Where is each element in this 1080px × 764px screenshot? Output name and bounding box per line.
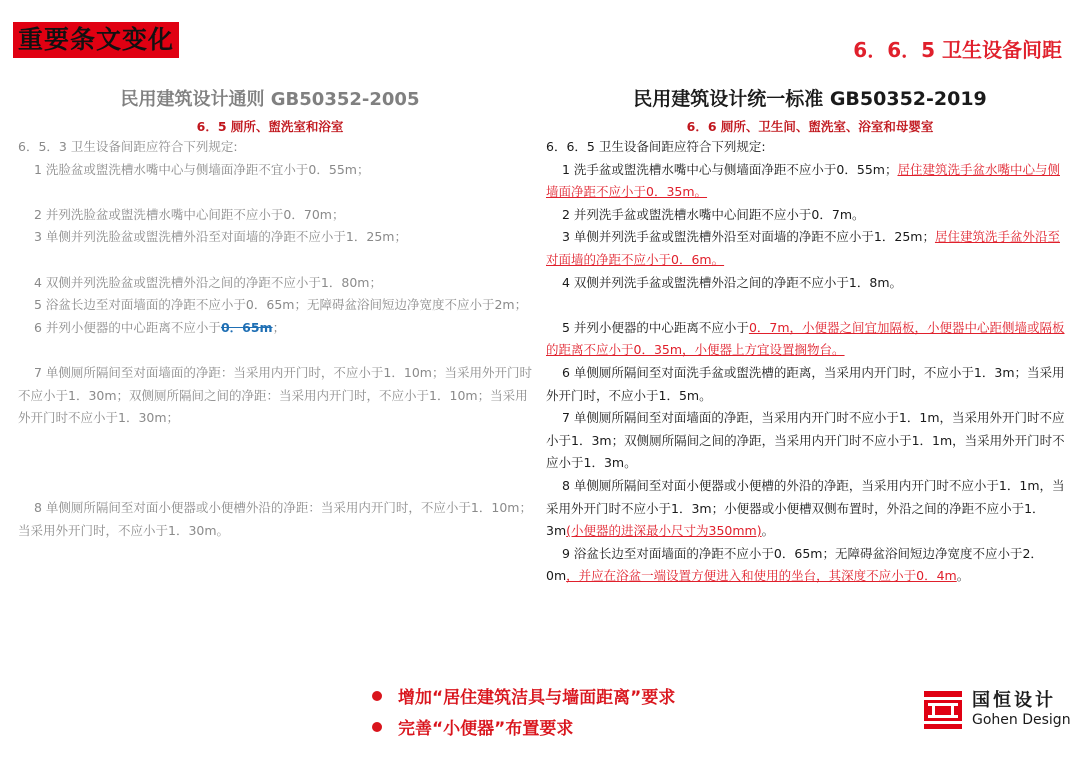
clause-intro: 6．6．5 卫生设备间距应符合下列规定: [546, 139, 766, 154]
summary-text: 完善“小便器”布置要求 [398, 719, 574, 739]
deleted-text: 0．65m [220, 319, 273, 335]
new-standard-title: 民用建筑设计统一标准 GB50352-2019 [633, 88, 987, 110]
old-standard-title: 民用建筑设计通则 GB50352-2005 [120, 89, 420, 110]
clause-text: 。 [956, 568, 970, 584]
clause-item [18, 317, 533, 340]
clause-item [546, 226, 1066, 271]
company-logo [924, 691, 1071, 729]
clause-item: 4 双侧并列洗脸盆或盥洗槽外沿之间的净距不应小于1．80m； [34, 274, 382, 290]
bullet-dot-icon [372, 691, 382, 701]
summary-bullet [372, 711, 675, 742]
clause-item: 6 单侧厕所隔间至对面洗手盆或盥洗槽的距离，当采用内开门时，不应小于1．3m；当采用外开门时，不应小于1．5m。 [546, 364, 1065, 403]
clause-item: 2 并列洗手盆或盥洗槽水嘴中心间距不应小于0．7m。 [562, 206, 865, 222]
old-section-subtitle: 6．5 厕所、盥洗室和浴室 [196, 119, 344, 134]
section-reference: 6．6．5 卫生设备间距 [853, 38, 1062, 62]
clause-item [546, 475, 1066, 543]
new-standard-clauses [546, 136, 1066, 588]
clause-item: 7 单侧厕所隔间至对面墙面的净距，当采用内开门时不应小于1．1m，当采用外开门时不应小于1．3m；双侧厕所隔间之间的净距，当采用内开门时不应小于1．1m，当采用外开门时不应小于1．3m。 [546, 410, 1065, 471]
clause-text: ； [272, 319, 286, 335]
clause-item: 4 双侧并列洗手盆或盥洗槽外沿之间的净距不应小于1．8m。 [562, 274, 903, 290]
page-title-badge: 重要条文变化 [13, 22, 179, 58]
clause-text: 9 浴盆长边至对面墙面的净距不应小于0．65m；无障碍盆浴间短边净宽度不应小于2．0m [546, 545, 1043, 584]
added-text: 居住建筑洗手盆外沿至对面墙的净距不应小于0．6m。 [546, 229, 1060, 267]
clause-item: 2 并列洗脸盆或盥洗槽水嘴中心间距不应小于0．70m； [34, 206, 345, 222]
clause-item: 3 单侧并列洗脸盆或盥洗槽外沿至对面墙的净距不应小于1．25m； [34, 229, 407, 245]
clause-text: 3 单侧并列洗手盆或盥洗槽外沿至对面墙的净距不应小于1．25m； [562, 229, 935, 245]
added-text: (小便器的进深最小尺寸为350mm) [566, 523, 762, 539]
logo-chinese-name: 国恒设计 [972, 690, 1056, 711]
added-text: 居住建筑洗手盆水嘴中心与侧墙面净距不应小于0．35m。 [546, 161, 1060, 200]
clause-item: 7 单侧厕所隔间至对面墙面的净距：当采用内开门时，不应小于1．10m；当采用外开门时不应小于1．30m；双侧厕所隔间之间的净距：当采用内开门时，不应小于1．10m；当采用外开门时不应小于1．30m； [18, 364, 532, 426]
clause-item [546, 159, 1066, 204]
gohen-logo-icon [924, 691, 962, 729]
old-standard-clauses [18, 136, 533, 543]
new-section-subtitle: 6．6 厕所、卫生间、盥洗室、浴室和母婴室 [686, 119, 934, 134]
summary-text: 增加“居住建筑洁具与墙面距离”要求 [398, 688, 676, 708]
added-text: 0．7m，小便器之间宜加隔板，小便器中心距侧墙或隔板的距离不应小于0．35m，小便器上方宜设置搁物台。 [546, 319, 1065, 358]
logo-english-name: Gohen Design [972, 712, 1071, 728]
clause-text: 1 洗手盆或盥洗槽水嘴中心与侧墙面净距不应小于0．55m； [562, 161, 898, 177]
clause-text: 8 单侧厕所隔间至对面小便器或小便槽的外沿的净距，当采用内开门时不应小于1．1m，当采用外开门时不应小于1．3m；小便器或小便槽双侧布置时，外沿之间的净距不应小于1．3m [546, 477, 1065, 539]
bullet-dot-icon [372, 722, 382, 732]
clause-item: 8 单侧厕所隔间至对面小便器或小便槽外沿的净距：当采用内开门时，不应小于1．10m；当采用外开门时，不应小于1．30m。 [18, 500, 532, 538]
clause-item [546, 317, 1066, 362]
clause-item [546, 543, 1066, 588]
summary-bullet [372, 680, 675, 711]
added-text: ，并应在浴盆一端设置方便进入和使用的坐台，其深度不应小于0．4m [566, 568, 957, 584]
clause-intro: 6．5．3 卫生设备间距应符合下列规定: [18, 139, 238, 154]
summary-list [372, 680, 675, 742]
clause-text: 。 [761, 523, 775, 539]
clause-text: 6 并列小便器的中心距离不应小于 [34, 319, 221, 335]
clause-item: 1 洗脸盆或盥洗槽水嘴中心与侧墙面净距不宜小于0．55m； [34, 161, 370, 177]
clause-text: 5 并列小便器的中心距离不应小于 [562, 319, 749, 335]
clause-item: 5 浴盆长边至对面墙面的净距不应小于0．65m；无障碍盆浴间短边净宽度不应小于2m； [34, 297, 528, 313]
